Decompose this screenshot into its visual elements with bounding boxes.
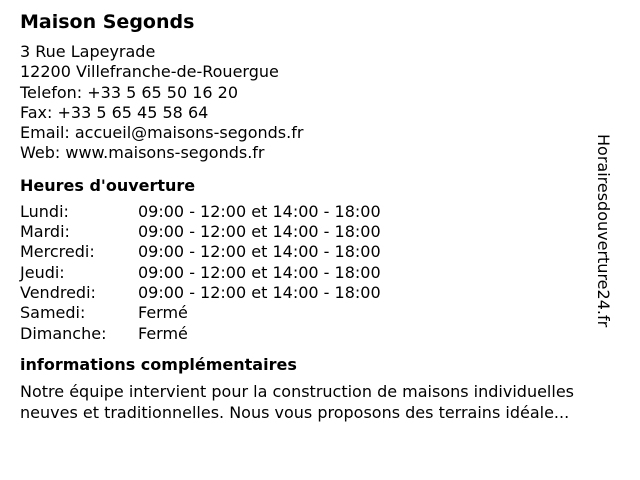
- time-value: 09:00 - 12:00 et 14:00 - 18:00: [138, 242, 381, 262]
- hours-row-thursday: [20, 263, 620, 283]
- address-street: 3 Rue Lapeyrade: [20, 42, 156, 61]
- day-label: Jeudi:: [20, 262, 65, 282]
- watermark-label: Horairesdouverture24.fr: [594, 134, 613, 328]
- day-label: Samedi:: [20, 303, 86, 323]
- business-card: [20, 10, 620, 423]
- hours-list: [20, 202, 620, 344]
- time-value: 09:00 - 12:00 et 14:00 - 18:00: [138, 262, 381, 282]
- info-description: Notre équipe intervient pour la construction de maisons individuelles neuves et traditionnelles. Nous vous proposons des terrains idéale...: [20, 381, 574, 422]
- time-value: 09:00 - 12:00 et 14:00 - 18:00: [138, 201, 381, 221]
- fax-line: Fax: +33 5 65 45 58 64: [20, 102, 209, 122]
- day-label: Mercredi:: [20, 242, 95, 262]
- time-value: Fermé: [138, 323, 188, 343]
- email-line: Email: accueil@maisons-segonds.fr: [20, 123, 304, 143]
- hours-heading: Heures d'ouverture: [20, 175, 196, 195]
- contact-block: [20, 42, 620, 164]
- info-heading: informations complémentaires: [20, 354, 297, 374]
- web-line: Web: www.maisons-segonds.fr: [20, 143, 265, 163]
- day-label: Dimanche:: [20, 323, 107, 343]
- phone-line: Telefon: +33 5 65 50 16 20: [20, 82, 239, 102]
- hours-row-saturday: [20, 303, 620, 323]
- hours-row-sunday: [20, 324, 620, 344]
- day-label: Vendredi:: [20, 282, 96, 302]
- hours-row-wednesday: [20, 242, 620, 262]
- address-city: 12200 Villefranche-de-Rouergue: [20, 62, 279, 82]
- day-label: Mardi:: [20, 222, 70, 242]
- day-label: Lundi:: [20, 201, 69, 221]
- business-name: Maison Segonds: [20, 11, 195, 33]
- hours-row-monday: [20, 202, 620, 222]
- time-value: Fermé: [138, 303, 188, 323]
- hours-row-friday: [20, 283, 620, 303]
- time-value: 09:00 - 12:00 et 14:00 - 18:00: [138, 282, 381, 302]
- time-value: 09:00 - 12:00 et 14:00 - 18:00: [138, 222, 381, 242]
- hours-row-tuesday: [20, 222, 620, 242]
